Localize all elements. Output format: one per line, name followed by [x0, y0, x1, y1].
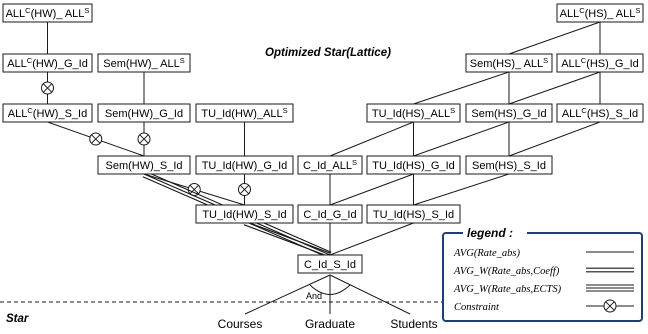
node-label: Sem(HS)_ $ALL^S$	[469, 55, 549, 70]
node-c-s	[298, 255, 362, 273]
constraint-icon	[90, 133, 102, 145]
node-label: Sem(HW)_ $ALL^S$	[103, 55, 185, 70]
node-label: Sem(HS)_S_Id	[472, 160, 546, 172]
node-label: $ALL^C(HS)\_G\_Id$	[561, 55, 639, 70]
edge-hw_sem_s-to-hw_tu_s	[144, 174, 245, 205]
node-label: $ALL^C(HW)\_$ $ALL^S$	[5, 5, 90, 20]
base-table-courses: Courses	[217, 317, 263, 331]
base-tables	[218, 317, 438, 331]
node-hw-all-all	[3, 4, 92, 22]
node-hw-sem-all	[98, 54, 190, 72]
edge-hs_all_s-to-hs_sem_s	[509, 122, 600, 156]
node-hs-sem-g	[466, 104, 552, 122]
legend	[443, 226, 642, 321]
legend-label: AVG_W(Rate_abs,Coeff)	[454, 266, 560, 277]
node-hw-all-g	[3, 54, 92, 72]
edge-hs_sem_all-to-hs_tu_all	[414, 72, 510, 104]
edge-hs_tu_s-to-c_s	[330, 223, 414, 255]
node-label: $C\_Id\_ALL^S$	[303, 157, 357, 172]
edge-hs_tu_g-to-c_g	[330, 174, 414, 205]
edge-hw_all_s-to-hw_sem_s	[48, 122, 145, 156]
node-label: Sem(HW)_G_Id	[104, 108, 184, 120]
node-hs-all-s	[557, 104, 643, 122]
and-label: And	[305, 291, 323, 301]
node-label: $ALL^C(HW)\_G\_Id$	[7, 55, 88, 70]
node-label: $TU\_Id(HW)\_ALL^S$	[201, 105, 288, 120]
node-label: $ALL^C(HS)\_$ $ALL^S$	[559, 5, 641, 20]
node-hw-sem-g	[98, 104, 190, 122]
node-hw-tu-g	[196, 156, 293, 174]
node-label: Sem(HW)_S_Id	[105, 160, 183, 172]
base-table-students: Students	[390, 317, 438, 331]
node-hs-all-g	[557, 54, 643, 72]
edge-hw_tu_g-to-hw_tu_s	[239, 174, 251, 205]
constraint-icon	[42, 82, 54, 94]
edge-hs_all_all-to-hs_sem_all	[509, 22, 600, 54]
edge-hs_sem_s-to-hs_tu_s	[414, 174, 510, 205]
node-hs-tu-g	[367, 156, 460, 174]
node-hs-all-all	[557, 4, 643, 22]
node-label: $ALL^C(HW)\_S\_Id$	[7, 105, 88, 120]
node-hs-tu-s	[367, 205, 460, 223]
edge-hw_sem_g-to-hw_sem_s	[138, 122, 150, 156]
node-label: TU_Id(HW)_G_Id	[201, 160, 288, 172]
constraint-icon	[239, 184, 251, 196]
edge-hs_sem_g-to-hs_tu_g	[414, 122, 510, 156]
star-label: Star	[6, 313, 29, 325]
node-label: C_Id_G_Id	[303, 209, 357, 221]
node-hw-sem-s	[98, 156, 190, 174]
constraint-icon	[604, 300, 616, 312]
node-label: TU_Id(HW)_S_Id	[202, 209, 287, 221]
node-label: Sem(HS)_G_Id	[471, 108, 547, 120]
legend-title: legend :	[467, 226, 514, 240]
legend-label: AVG(Rate_abs)	[454, 248, 520, 259]
node-hs-sem-s	[466, 156, 552, 174]
node-label: TU_Id(HS)_G_Id	[372, 160, 455, 172]
node-label: $TU\_Id(HS)\_ALL^S$	[371, 105, 456, 120]
node-c-g	[298, 205, 362, 223]
base-table-graduate: Graduate	[304, 317, 356, 331]
node-hs-sem-all	[466, 54, 552, 72]
node-hs-tu-all	[367, 104, 460, 122]
star-connectors	[245, 275, 410, 314]
node-label: TU_Id(HS)_S_Id	[372, 209, 455, 221]
node-label: C_Id_S_Id	[304, 259, 356, 271]
diagram-title: Optimized Star(Lattice)	[265, 47, 391, 59]
edge-hw_all_g-to-hw_all_s	[42, 72, 54, 104]
constraint-icon	[138, 133, 150, 145]
node-label: $ALL^C(HS)\_S\_Id$	[561, 105, 639, 120]
node-hw-tu-s	[196, 205, 293, 223]
legend-label: Constraint	[454, 302, 499, 313]
edge-hs_all_g-to-hs_sem_g	[509, 72, 600, 104]
node-c-all	[298, 156, 362, 174]
node-hw-tu-all	[196, 104, 293, 122]
legend-label: AVG_W(Rate_abs,ECTS)	[454, 284, 562, 295]
node-hw-all-s	[3, 104, 92, 122]
edge-hs_tu_all-to-c_all	[330, 122, 414, 156]
